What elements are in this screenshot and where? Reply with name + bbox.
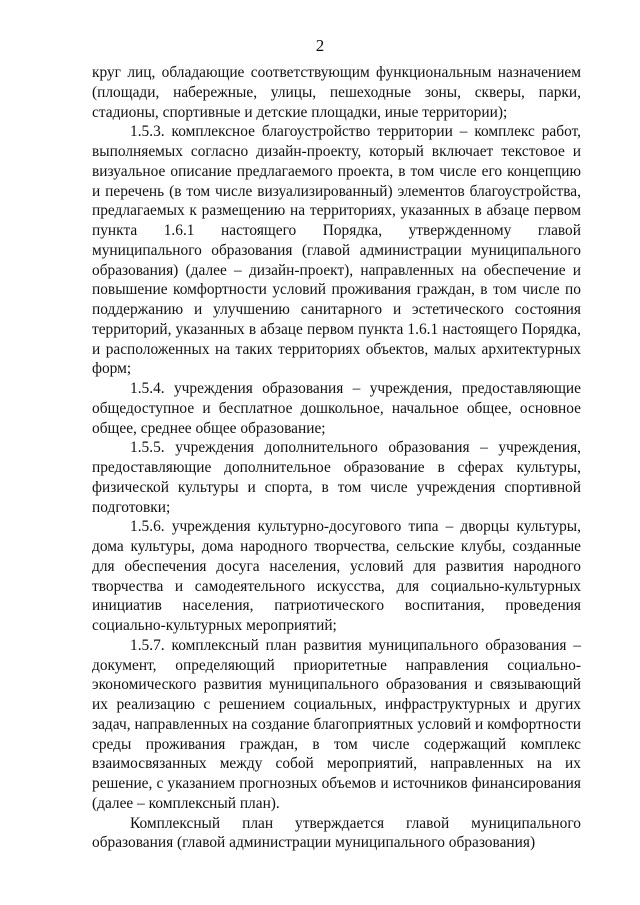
paragraph-1-5-6: 1.5.6. учреждения культурно-досугового типа – дворцы культуры, дома культуры, дома народного творчества, сельские клубы, созданные для обеспечения досуга населения, условий для развития народного творчества и самодеятельного искусства, для социально-культурных инициатив населения, патриотического воспитания, проведения социально-культурных мероприятий; <box>92 518 581 634</box>
paragraph-continuation: круг лиц, обладающие соответствующим функциональным назначением (площади, набережные, улицы, пешеходные зоны, скверы, парки, стадионы, спортивные и детские площадки, иные территории); <box>92 64 581 121</box>
page-number: 2 <box>315 36 325 55</box>
document-body <box>92 63 581 853</box>
paragraph-complex-plan: Комплексный план утверждается главой муниципального образования (главой администрации муниципального образования) <box>92 814 581 852</box>
paragraph-1-5-5: 1.5.5. учреждения дополнительного образования – учреждения, предоставляющие дополнительное образование в сферах культуры, физической культуры и спорта, в том числе учреждения спортивной подготовки; <box>92 439 581 516</box>
paragraph-1-5-7: 1.5.7. комплексный план развития муниципального образования – документ, определяющий приоритетные направления социально-экономического развития муниципального образования и связывающий их реализацию с решением социальных, инфраструктурных и других задач, направленных на создание благоприятных условий и комфортности среды проживания граждан, в том числе содержащий комплекс взаимосвязанных между собой мероприятий, направленных на их решение, с указанием прогнозных объемов и источников финансирования (далее – комплексный план). <box>92 636 581 812</box>
paragraph-1-5-3: 1.5.3. комплексное благоустройство территории – комплекс работ, выполняемых согласно дизайн-проекту, который включает текстовое и визуальное описание предлагаемого проекта, в том числе его концепцию и перечень (в том числе визуализированный) элементов благоустройства, предлагаемых к размещению на территориях, указанных в абзаце первом пункта 1.6.1 настоящего Порядка, утвержденному главой муниципального образования (главой администрации муниципального образования) (далее – дизайн-проект), направленных на обеспечение и повышение комфортности условий проживания граждан, в том числе по поддержанию и улучшению санитарного и эстетического состояния территорий, указанных в абзаце первом пункта 1.6.1 настоящего Порядка, и расположенных на таких территориях объектов, малых архитектурных форм; <box>92 123 581 378</box>
paragraph-1-5-4: 1.5.4. учреждения образования – учреждения, предоставляющие общедоступное и бесплатное дошкольное, начальное общее, основное общее, среднее общее образование; <box>92 380 581 437</box>
